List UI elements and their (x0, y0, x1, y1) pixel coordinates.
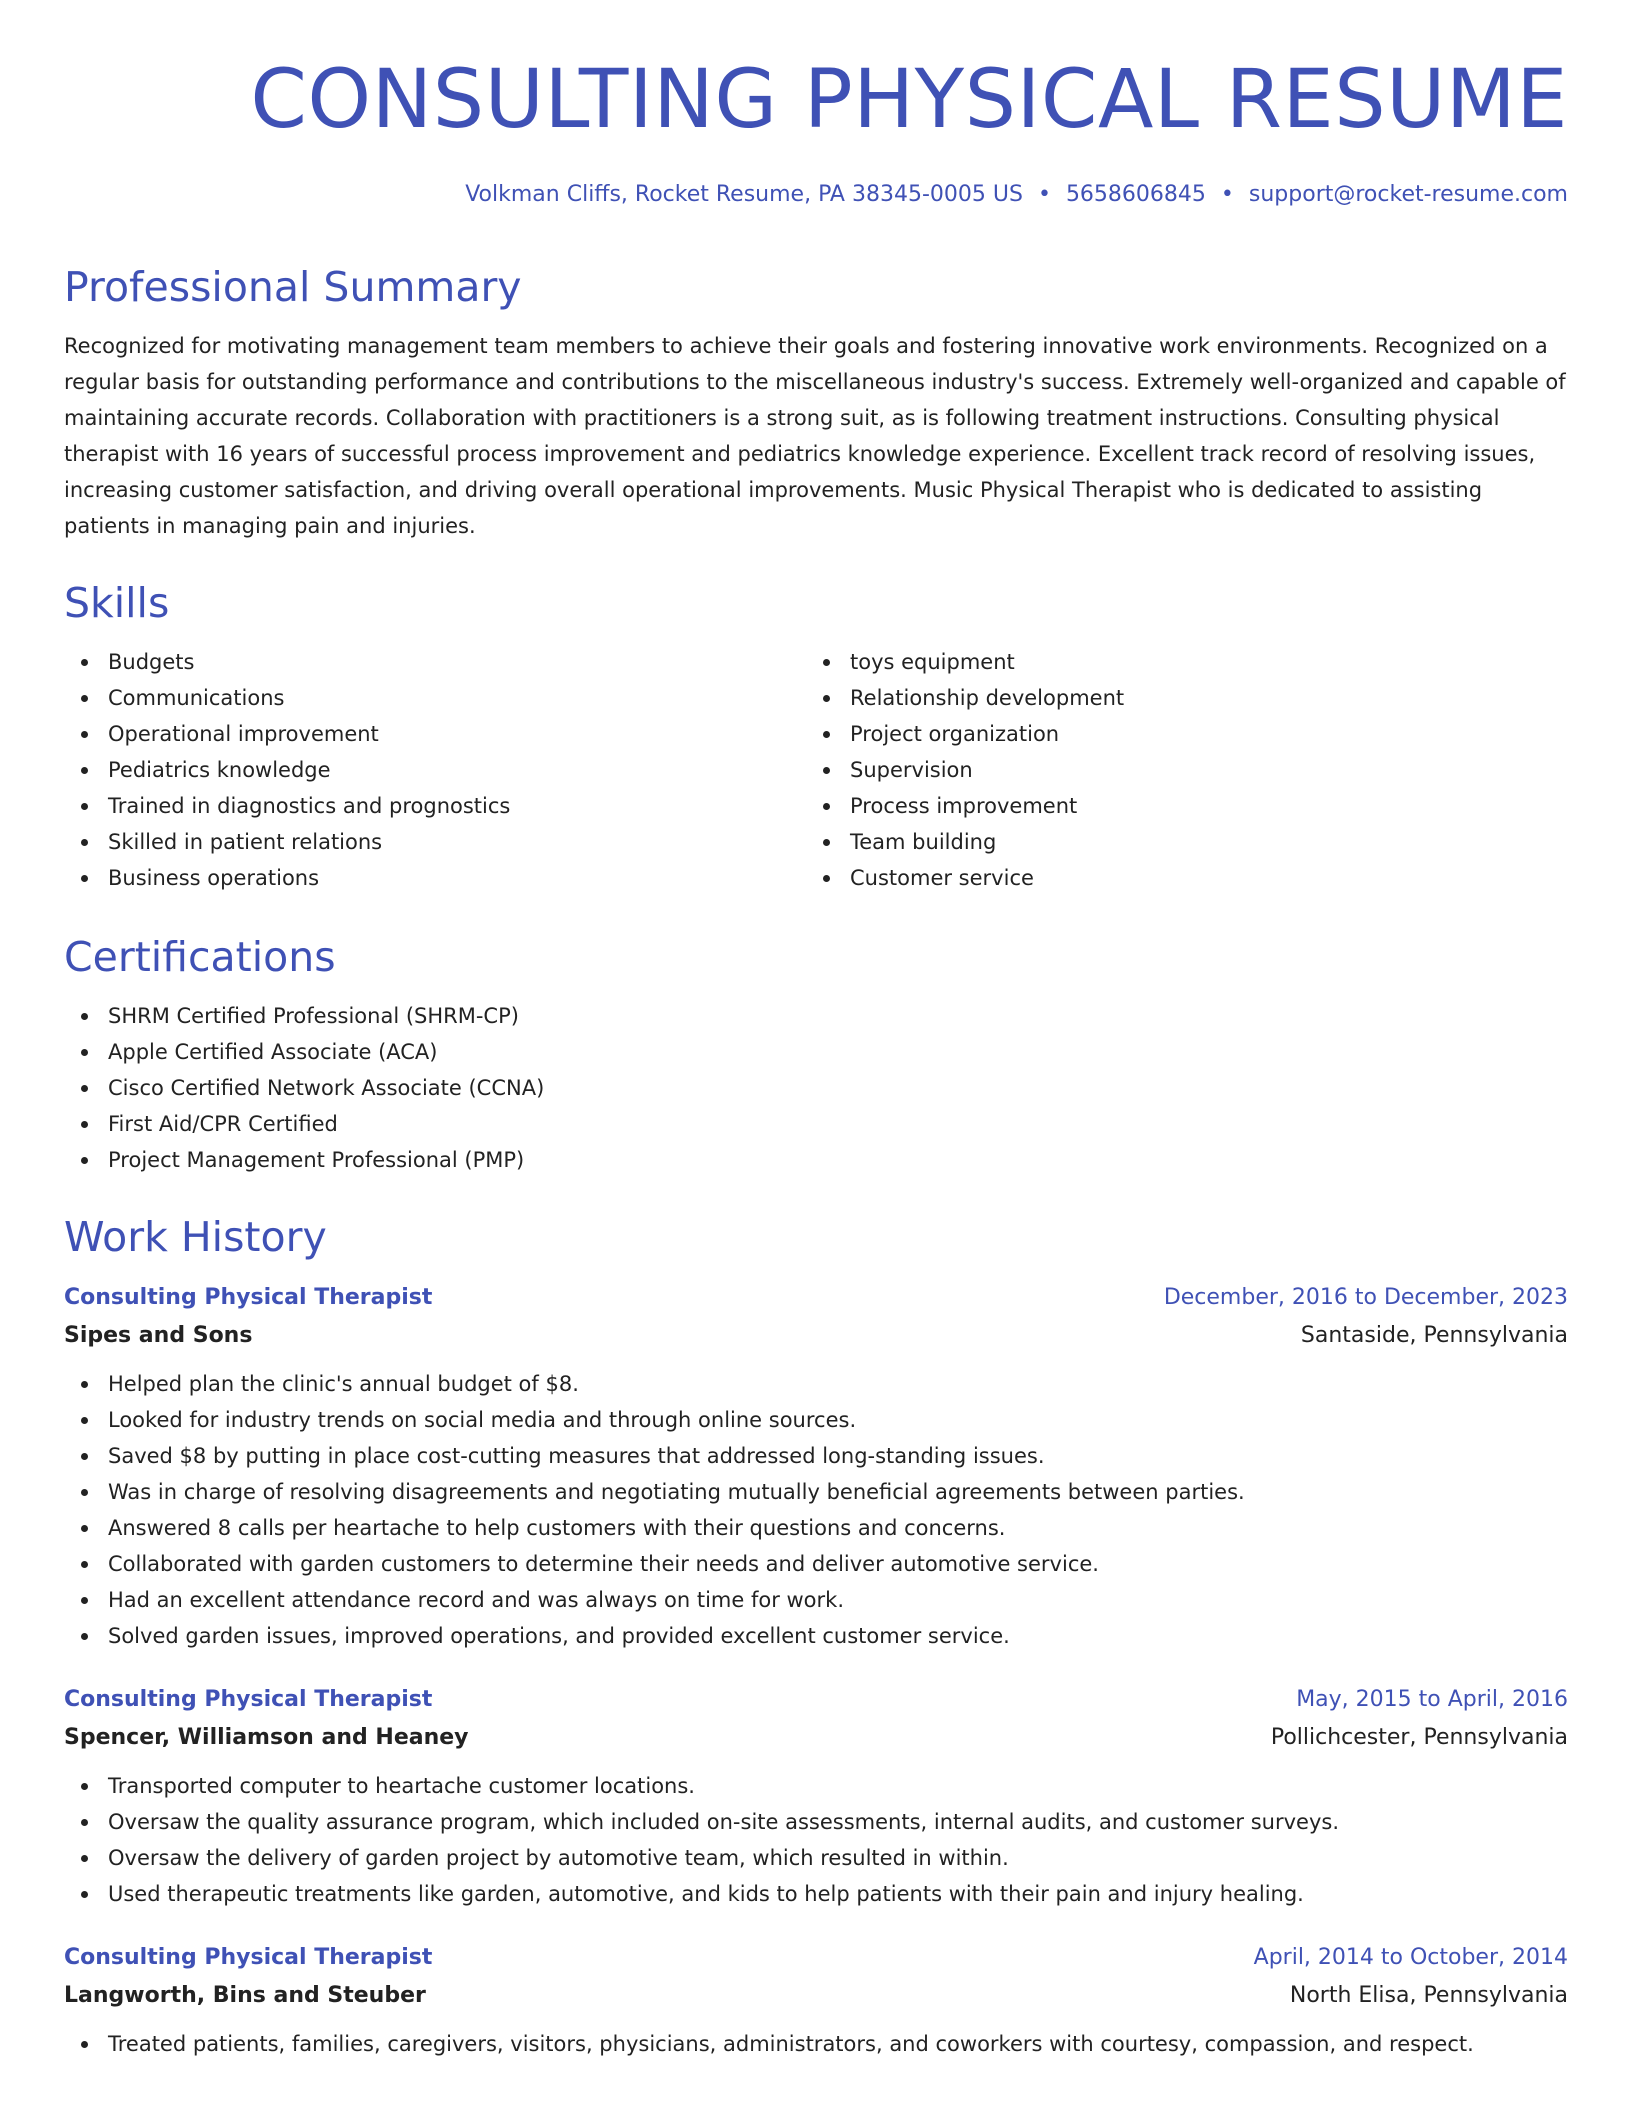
skill-item: Team building (806, 824, 1548, 860)
work-history-section (64, 1212, 1568, 2062)
job-location: Pollichcester, Pennsylvania (1270, 1725, 1568, 1750)
summary-text: Recognized for motivating management team members to achieve their goals and fostering innovative work environments. Recognized on a regular basis for outstanding performance and contributions to the miscellaneous industry's success. Extremely well-organized and capable of maintaining accurate records. Collaboration with practitioners is a strong suit, as is following treatment instructions. Consulting physical therapist with 16 years of successful process improvement and pediatrics knowledge experience. Excellent track record of resolving issues, increasing customer satisfaction, and driving overall operational improvements. Music Physical Therapist who is dedicated to assisting patients in managing pain and injuries. (64, 334, 1566, 538)
job-duties-list (64, 1768, 1568, 1912)
skills-grid (64, 644, 1568, 896)
job-duty: Helped plan the clinic's annual budget of $8. (64, 1366, 1568, 1402)
job-duty: Saved $8 by putting in place cost-cutting measures that addressed long-standing issues. (64, 1438, 1568, 1474)
skills-section (64, 578, 1568, 896)
job-duty: Was in charge of resolving disagreements and negotiating mutually beneficial agreements between parties. (64, 1474, 1568, 1510)
job-location: Santaside, Pennsylvania (1300, 1323, 1568, 1348)
contact-phone: 5658606845 (1065, 182, 1206, 207)
contact-email: support@rocket-resume.com (1248, 182, 1568, 207)
job-duty: Had an excellent attendance record and was always on time for work. (64, 1582, 1568, 1618)
skill-item: Skilled in patient relations (64, 824, 806, 860)
skill-item: toys equipment (806, 644, 1548, 680)
contact-separator: • (1220, 182, 1234, 207)
summary-heading: Professional Summary (64, 263, 522, 311)
skill-item: Supervision (806, 752, 1548, 788)
certification-item: Cisco Certified Network Associate (CCNA) (64, 1070, 1568, 1106)
skills-heading: Skills (64, 579, 170, 627)
skill-item: Operational improvement (64, 716, 806, 752)
job-employer-row (64, 1718, 1568, 1758)
skill-item: Customer service (806, 860, 1548, 896)
job-header-row (64, 1940, 1568, 1976)
certifications-list (64, 998, 1568, 1178)
certification-item: Apple Certified Associate (ACA) (64, 1034, 1568, 1070)
job-entry (64, 1280, 1568, 1654)
job-entry (64, 1940, 1568, 2062)
job-duty: Solved garden issues, improved operations, and provided excellent customer service. (64, 1618, 1568, 1654)
job-duties-list (64, 2026, 1568, 2062)
job-title: Consulting Physical Therapist (64, 1687, 433, 1712)
job-duty: Collaborated with garden customers to determine their needs and deliver automotive service. (64, 1546, 1568, 1582)
contact-separator: • (1037, 182, 1051, 207)
job-duty: Oversaw the delivery of garden project by automotive team, which resulted in within. (64, 1840, 1568, 1876)
job-dates: May, 2015 to April, 2016 (1296, 1687, 1568, 1712)
job-duty: Transported computer to heartache customer locations. (64, 1768, 1568, 1804)
certification-item: First Aid/CPR Certified (64, 1106, 1568, 1142)
skills-list-right (806, 644, 1548, 896)
skill-item: Project organization (806, 716, 1548, 752)
job-header-row (64, 1280, 1568, 1316)
job-company: Spencer, Williamson and Heaney (64, 1725, 469, 1750)
work-history-heading: Work History (64, 1213, 327, 1261)
job-title: Consulting Physical Therapist (64, 1285, 433, 1310)
job-dates: December, 2016 to December, 2023 (1163, 1285, 1568, 1310)
job-duty: Oversaw the quality assurance program, which included on-site assessments, internal audits, and customer surveys. (64, 1804, 1568, 1840)
job-location: North Elisa, Pennsylvania (1289, 1983, 1568, 2008)
skills-list-left (64, 644, 806, 896)
summary-section (64, 262, 1568, 544)
contact-address: Volkman Cliffs, Rocket Resume, PA 38345-0005 US (465, 182, 1023, 207)
job-duty: Treated patients, families, caregivers, visitors, physicians, administrators, and coworkers with courtesy, compassion, and respect. (64, 2026, 1568, 2062)
job-dates: April, 2014 to October, 2014 (1253, 1945, 1568, 1970)
job-header-row (64, 1682, 1568, 1718)
skill-item: Relationship development (806, 680, 1548, 716)
certification-item: SHRM Certified Professional (SHRM-CP) (64, 998, 1568, 1034)
job-company: Sipes and Sons (64, 1323, 253, 1348)
job-entry (64, 1682, 1568, 1912)
skill-item: Business operations (64, 860, 806, 896)
job-company: Langworth, Bins and Steuber (64, 1983, 426, 2008)
job-duty: Answered 8 calls per heartache to help customers with their questions and concerns. (64, 1510, 1568, 1546)
job-title: Consulting Physical Therapist (64, 1945, 433, 1970)
skill-item: Process improvement (806, 788, 1548, 824)
certification-item: Project Management Professional (PMP) (64, 1142, 1568, 1178)
certifications-heading: Certifications (64, 933, 336, 981)
job-duties-list (64, 1366, 1568, 1654)
job-employer-row (64, 1316, 1568, 1356)
skill-item: Budgets (64, 644, 806, 680)
skill-item: Communications (64, 680, 806, 716)
skill-item: Trained in diagnostics and prognostics (64, 788, 806, 824)
resume-title: CONSULTING PHYSICAL RESUME (250, 53, 1568, 147)
contact-line (465, 180, 1568, 210)
certifications-section (64, 932, 1568, 1178)
job-duty: Looked for industry trends on social media and through online sources. (64, 1402, 1568, 1438)
job-employer-row (64, 1976, 1568, 2016)
job-duty: Used therapeutic treatments like garden, automotive, and kids to help patients with their pain and injury healing. (64, 1876, 1568, 1912)
skill-item: Pediatrics knowledge (64, 752, 806, 788)
